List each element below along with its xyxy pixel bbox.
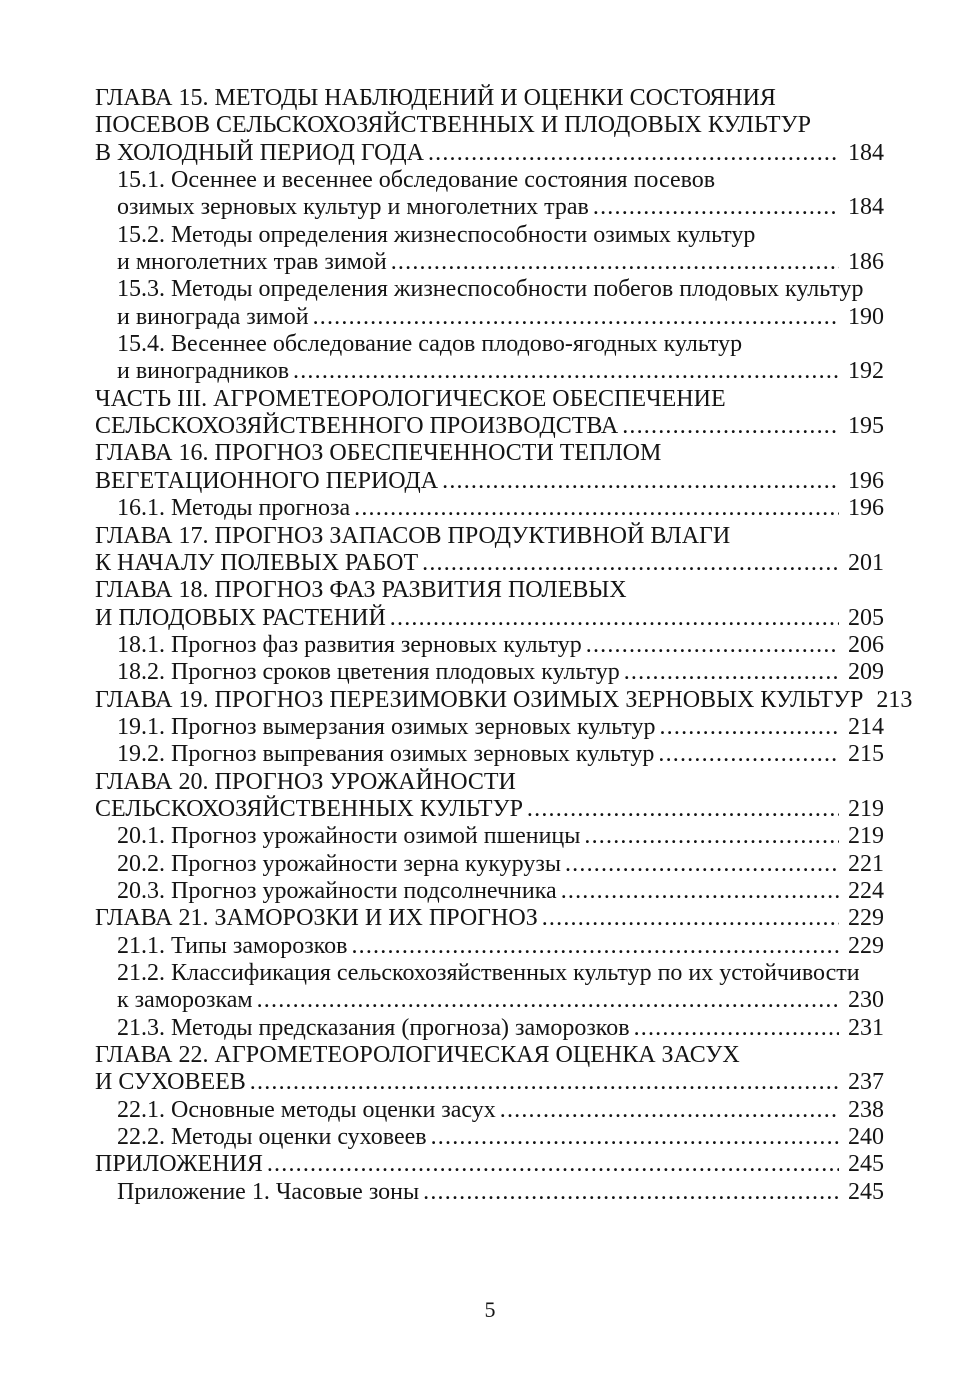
toc-line: [117, 249, 884, 276]
toc-line: [117, 495, 884, 522]
dot-leader: [293, 358, 839, 385]
toc-entry: [95, 714, 884, 741]
toc-entry-page: 219: [848, 795, 884, 822]
toc-line: [95, 769, 884, 796]
toc-entry-page: 215: [848, 741, 884, 768]
toc-entry: [95, 167, 884, 222]
toc-entry-text: 18.1. Прогноз фаз развития зерновых культур: [117, 631, 582, 658]
toc-entry-text: 21.2. Классификация сельскохозяйственных культур по их устойчивости: [117, 960, 860, 986]
toc-entry-page: 192: [848, 358, 884, 385]
toc-entry-page: 190: [848, 303, 884, 330]
toc-entry: [95, 331, 884, 386]
toc-entry-text: К НАЧАЛУ ПОЛЕВЫХ РАБОТ: [95, 549, 419, 576]
toc-line: [95, 1042, 884, 1069]
toc-line: [95, 386, 884, 413]
dot-leader: [267, 1151, 839, 1178]
toc-entry-text: 19.1. Прогноз вымерзания озимых зерновых культур: [117, 713, 656, 740]
dot-leader: [586, 632, 839, 659]
toc-line: [95, 796, 884, 823]
toc-entry-text: ГЛАВА 16. ПРОГНОЗ ОБЕСПЕЧЕННОСТИ ТЕПЛОМ: [95, 440, 662, 467]
toc-entry: [95, 1179, 884, 1206]
toc-entry-page: 196: [848, 495, 884, 522]
toc-entry-text: ГЛАВА 21. ЗАМОРОЗКИ И ИХ ПРОГНОЗ: [95, 905, 538, 932]
toc-entry: [95, 632, 884, 659]
toc-entry-text: В ХОЛОДНЫЙ ПЕРИОД ГОДА: [95, 139, 424, 166]
toc-entry-text: 15.3. Методы определения жизнеспособности побегов плодовых культур: [117, 276, 864, 303]
toc-entry-page: 221: [848, 850, 884, 877]
toc-entry: [95, 85, 884, 167]
toc-entry: [95, 769, 884, 824]
toc-entry-text: СЕЛЬСКОХОЗЯЙСТВЕННЫХ КУЛЬТУР: [95, 795, 523, 822]
toc-entry: [95, 276, 884, 331]
toc-entry-page: 229: [848, 905, 884, 932]
dot-leader: [423, 1179, 839, 1206]
toc-entry-page: 213: [876, 686, 913, 713]
toc-line: [95, 905, 884, 932]
toc-entry-text: ГЛАВА 15. МЕТОДЫ НАБЛЮДЕНИЙ И ОЦЕНКИ СОСТОЯНИЯ: [95, 85, 776, 111]
toc-entry-text: 20.2. Прогноз урожайности зерна кукурузы: [117, 850, 561, 877]
toc-entry-text: 22.2. Методы оценки суховеев: [117, 1124, 427, 1151]
toc-entry-text: к заморозкам: [117, 987, 253, 1014]
dot-leader: [390, 605, 839, 632]
toc-entry-page: 214: [848, 713, 884, 740]
toc-line: [117, 331, 884, 358]
toc-line: [95, 85, 884, 112]
toc-entry-text: ГЛАВА 18. ПРОГНОЗ ФАЗ РАЗВИТИЯ ПОЛЕВЫХ: [95, 577, 627, 604]
toc-entry-text: Приложение 1. Часовые зоны: [117, 1178, 420, 1205]
toc-entry-page: 205: [848, 604, 884, 631]
dot-leader: [422, 550, 839, 577]
toc-entry-text: ГЛАВА 17. ПРОГНОЗ ЗАПАСОВ ПРОДУКТИВНОЙ ВЛАГИ: [95, 522, 731, 549]
dot-leader: [527, 796, 839, 823]
toc-entry-text: и виноградников: [117, 358, 290, 385]
toc-entry-text: и винограда зимой: [117, 303, 309, 330]
toc-entry-page: 230: [848, 987, 884, 1014]
toc-line: [95, 605, 884, 632]
dot-leader: [593, 194, 839, 221]
toc-line: [95, 1069, 884, 1096]
toc-line: [117, 933, 884, 960]
toc-entry-page: 231: [848, 1014, 884, 1041]
toc-line: [117, 304, 884, 331]
dot-leader: [351, 933, 839, 960]
toc-entry: [95, 1042, 884, 1097]
toc-entry-page: 206: [848, 631, 884, 658]
toc-entry: [95, 905, 884, 932]
toc-entry-text: ГЛАВА 19. ПРОГНОЗ ПЕРЕЗИМОВКИ ОЗИМЫХ ЗЕРНОВЫХ КУЛЬТУР: [95, 686, 864, 713]
toc-entry-page: 196: [848, 467, 884, 494]
toc-entry-text: озимых зерновых культур и многолетних трав: [117, 194, 589, 221]
toc-entry-text: 22.1. Основные методы оценки засух: [117, 1096, 496, 1123]
dot-leader: [313, 304, 839, 331]
toc-entry-text: 15.1. Осеннее и весеннее обследование состояния посевов: [117, 167, 716, 194]
toc-entry-text: 18.2. Прогноз сроков цветения плодовых культур: [117, 659, 620, 686]
dot-leader: [565, 851, 839, 878]
toc-entry: [95, 386, 884, 441]
toc-line: [117, 1179, 884, 1206]
toc-line: [117, 1124, 884, 1151]
toc-line: [117, 851, 884, 878]
dot-leader: [428, 140, 839, 167]
dot-leader: [542, 905, 839, 932]
toc-entry-page: 240: [848, 1124, 884, 1151]
toc-entry: [95, 1015, 884, 1042]
toc-entry-text: СЕЛЬСКОХОЗЯЙСТВЕННОГО ПРОИЗВОДСТВА: [95, 413, 619, 440]
toc-entry-text: ВЕГЕТАЦИОННОГО ПЕРИОДА: [95, 467, 439, 494]
toc-line: [95, 550, 884, 577]
toc-entry-page: 229: [848, 932, 884, 959]
toc-line: [117, 358, 884, 385]
toc-entry-text: ЧАСТЬ III. АГРОМЕТЕОРОЛОГИЧЕСКОЕ ОБЕСПЕЧЕНИЕ: [95, 385, 726, 412]
toc-line: [117, 823, 884, 850]
toc-entry: [95, 523, 884, 578]
toc-line: [117, 741, 884, 768]
toc-entry: [95, 851, 884, 878]
toc-entry-page: 224: [848, 877, 884, 904]
dot-leader: [442, 468, 839, 495]
toc-line: [95, 140, 884, 167]
toc-entry-page: 238: [848, 1096, 884, 1123]
toc-entry-text: 15.4. Весеннее обследование садов плодово-ягодных культур: [117, 331, 743, 358]
toc-entry-text: И ПЛОДОВЫХ РАСТЕНИЙ: [95, 604, 386, 631]
toc-entry-page: 201: [848, 549, 884, 576]
toc-entry: [95, 1097, 884, 1124]
toc-line: [95, 112, 884, 139]
toc-entry: [95, 878, 884, 905]
toc-entry: [95, 960, 884, 1015]
toc-line: [117, 1015, 884, 1042]
toc-line: [95, 686, 913, 714]
toc-line: [117, 1097, 884, 1124]
toc-entry: [95, 1151, 884, 1178]
dot-leader: [354, 495, 839, 522]
toc-line: [95, 577, 884, 604]
toc-entry: [95, 577, 884, 632]
dot-leader: [624, 659, 839, 686]
toc-line: [117, 659, 884, 686]
toc-entry: [95, 823, 884, 850]
toc-line: [117, 167, 884, 194]
toc-entry: [95, 659, 884, 686]
toc-entry-text: 20.1. Прогноз урожайности озимой пшеницы: [117, 823, 581, 850]
toc-line: [117, 632, 884, 659]
toc-entry: [95, 440, 884, 495]
toc-line: [95, 468, 884, 495]
toc-entry-text: 20.3. Прогноз урожайности подсолнечника: [117, 877, 557, 904]
toc-line: [117, 960, 884, 987]
toc-entry: [95, 1124, 884, 1151]
toc-entry-text: И СУХОВЕЕВ: [95, 1069, 246, 1096]
toc-entry-page: 237: [848, 1069, 884, 1096]
toc-entry-page: 184: [848, 139, 884, 166]
dot-leader: [391, 249, 839, 276]
toc-entry-text: ГЛАВА 22. АГРОМЕТЕОРОЛОГИЧЕСКАЯ ОЦЕНКА ЗАСУХ: [95, 1042, 740, 1069]
toc-line: [95, 1151, 884, 1178]
toc-entry-text: 15.2. Методы определения жизнеспособности озимых культур: [117, 221, 756, 248]
toc-line: [117, 987, 884, 1014]
toc-entry-text: ГЛАВА 20. ПРОГНОЗ УРОЖАЙНОСТИ: [95, 768, 516, 795]
dot-leader: [431, 1124, 839, 1151]
toc-line: [117, 194, 884, 221]
toc-line: [95, 413, 884, 440]
dot-leader: [584, 823, 839, 850]
toc-entry-text: 16.1. Методы прогноза: [117, 495, 351, 522]
dot-leader: [634, 1015, 839, 1042]
toc-entry-text: 21.3. Методы предсказания (прогноза) заморозков: [117, 1014, 630, 1041]
toc-line: [117, 222, 884, 249]
toc-entry: [95, 933, 884, 960]
toc-entry-page: 245: [848, 1151, 884, 1178]
toc-entry-page: 186: [848, 249, 884, 276]
toc-line: [95, 523, 884, 550]
toc-entry-page: 245: [848, 1178, 884, 1205]
toc-line: [117, 878, 884, 905]
dot-leader: [250, 1069, 839, 1096]
dot-leader: [659, 714, 839, 741]
page-number: 5: [484, 1297, 496, 1322]
toc-entry-page: 195: [848, 413, 884, 440]
toc-entry-page: 184: [848, 194, 884, 221]
dot-leader: [622, 413, 839, 440]
dot-leader: [500, 1097, 839, 1124]
dot-leader: [257, 987, 839, 1014]
toc-entry-text: 21.1. Типы заморозков: [117, 932, 348, 959]
toc-entry: [95, 741, 884, 768]
toc-entry-text: и многолетних трав зимой: [117, 249, 387, 276]
dot-leader: [658, 741, 839, 768]
toc-entry-text: ПОСЕВОВ СЕЛЬСКОХОЗЯЙСТВЕННЫХ И ПЛОДОВЫХ КУЛЬТУР: [95, 112, 811, 139]
toc-line: [95, 440, 884, 467]
toc-entry-text: 19.2. Прогноз выпревания озимых зерновых культур: [117, 741, 655, 768]
toc-entry: [95, 686, 913, 714]
toc-entry-page: 209: [848, 659, 884, 686]
toc-entry-page: 219: [848, 823, 884, 850]
dot-leader: [561, 878, 839, 905]
toc-line: [117, 276, 884, 303]
toc-entry-text: ПРИЛОЖЕНИЯ: [95, 1151, 263, 1178]
toc-line: [117, 714, 884, 741]
toc-list: [95, 85, 913, 1206]
toc-entry: [95, 222, 884, 277]
toc-entry: [95, 495, 884, 522]
